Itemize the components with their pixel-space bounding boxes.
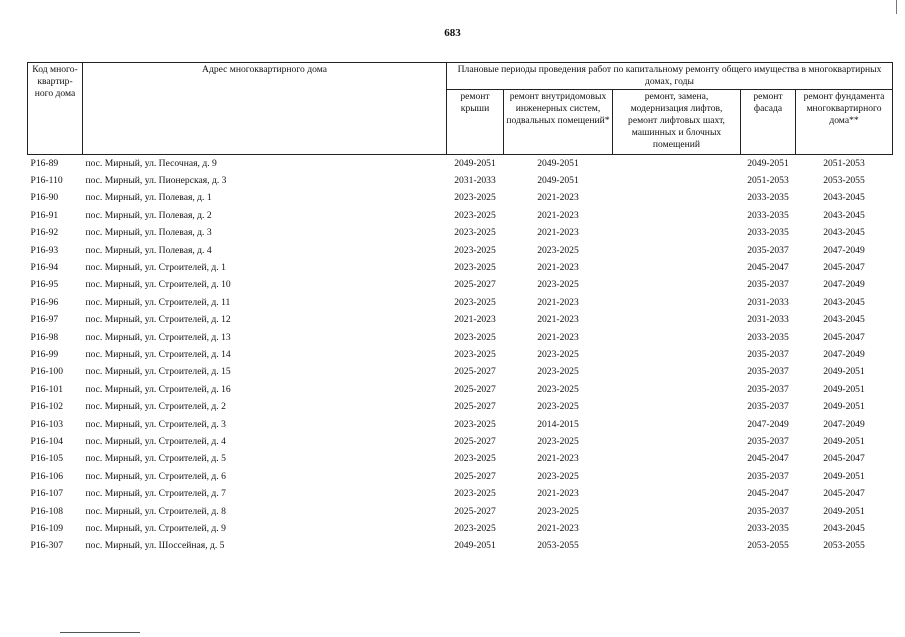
cell-engineering: 2021-2023 [537,209,579,221]
table-row [28,172,893,189]
table-row [28,520,893,537]
cell-roof: 2023-2025 [454,296,496,308]
cell-facade: 2045-2047 [747,488,789,500]
header-facade: ремонт фасада [741,90,796,155]
cell-roof: 2023-2025 [454,522,496,534]
cell-roof: 2023-2025 [454,453,496,465]
cell-address: пос. Мирный, ул. Полевая, д. 4 [85,244,212,256]
cell-roof: 2023-2025 [454,331,496,343]
cell-elevators [613,207,741,224]
cell-foundation: 2051-2053 [823,157,865,169]
cell-facade: 2033-2035 [747,227,789,239]
cell-address: пос. Мирный, ул. Строителей, д. 10 [85,279,231,291]
cell-code: Р16-90 [30,192,59,204]
cell-address: пос. Мирный, ул. Строителей, д. 2 [85,401,226,413]
cell-facade: 2035-2037 [747,435,789,447]
cell-roof: 2025-2027 [454,366,496,378]
cell-engineering: 2023-2025 [537,435,579,447]
cell-engineering: 2049-2051 [537,157,579,169]
table-row [28,155,893,173]
table-row [28,346,893,363]
cell-elevators [613,172,741,189]
cell-elevators [613,451,741,468]
cell-facade: 2047-2049 [747,418,789,430]
cell-engineering: 2023-2025 [537,383,579,395]
cell-foundation: 2047-2049 [823,348,865,360]
cell-engineering: 2023-2025 [537,244,579,256]
cell-facade: 2031-2033 [747,314,789,326]
cell-code: Р16-104 [30,435,64,447]
header-foundation: ремонт фундамента многоквартирного дома** [796,90,893,155]
header-address: Адрес многоквартирного дома [83,63,447,155]
scan-edge-mark [896,0,897,14]
table-row [28,329,893,346]
table-row [28,259,893,276]
cell-code: Р16-94 [30,262,59,274]
cell-engineering: 2021-2023 [537,522,579,534]
cell-engineering: 2023-2025 [537,401,579,413]
cell-facade: 2035-2037 [747,366,789,378]
cell-elevators [613,312,741,329]
cell-roof: 2025-2027 [454,401,496,413]
cell-facade: 2033-2035 [747,192,789,204]
cell-elevators [613,520,741,537]
table-body [28,155,893,555]
cell-address: пос. Мирный, ул. Строителей, д. 15 [85,366,231,378]
cell-elevators [613,433,741,450]
header-elevators: ремонт, замена, модернизация лифтов, ремонт лифтовых шахт, машинных и блочных помещений [613,90,741,155]
cell-code: Р16-96 [30,296,59,308]
cell-address: пос. Мирный, ул. Полевая, д. 2 [85,209,212,221]
cell-elevators [613,242,741,259]
cell-code: Р16-101 [30,383,64,395]
cell-code: Р16-108 [30,505,64,517]
cell-roof: 2049-2051 [454,157,496,169]
cell-elevators [613,364,741,381]
cell-foundation: 2045-2047 [823,331,865,343]
cell-code: Р16-105 [30,453,64,465]
cell-facade: 2035-2037 [747,505,789,517]
cell-address: пос. Мирный, ул. Строителей, д. 16 [85,383,231,395]
cell-engineering: 2023-2025 [537,279,579,291]
table-row [28,538,893,555]
cell-address: пос. Мирный, ул. Строителей, д. 9 [85,522,226,534]
header-roof: ремонт крыши [447,90,504,155]
cell-engineering: 2023-2025 [537,366,579,378]
table-row [28,381,893,398]
cell-elevators [613,538,741,555]
cell-roof: 2025-2027 [454,435,496,447]
cell-foundation: 2049-2051 [823,366,865,378]
cell-foundation: 2043-2045 [823,192,865,204]
cell-roof: 2023-2025 [454,488,496,500]
cell-foundation: 2043-2045 [823,314,865,326]
table-row [28,190,893,207]
cell-address: пос. Мирный, ул. Строителей, д. 3 [85,418,226,430]
cell-address: пос. Мирный, ул. Строителей, д. 14 [85,348,231,360]
cell-engineering: 2021-2023 [537,331,579,343]
cell-facade: 2035-2037 [747,470,789,482]
cell-address: пос. Мирный, ул. Песочная, д. 9 [85,157,217,169]
cell-address: пос. Мирный, ул. Полевая, д. 1 [85,192,212,204]
cell-engineering: 2053-2055 [537,540,579,552]
table-row [28,503,893,520]
table-row [28,225,893,242]
cell-roof: 2023-2025 [454,227,496,239]
cell-engineering: 2014-2015 [537,418,579,430]
cell-facade: 2035-2037 [747,383,789,395]
cell-roof: 2049-2051 [454,540,496,552]
cell-foundation: 2049-2051 [823,383,865,395]
header-code: Код много-квартир-ного дома [28,63,83,155]
cell-elevators [613,468,741,485]
cell-roof: 2023-2025 [454,418,496,430]
scan-artifact-line [60,632,140,633]
cell-code: Р16-97 [30,314,59,326]
cell-address: пос. Мирный, ул. Строителей, д. 12 [85,314,231,326]
table-row [28,364,893,381]
cell-facade: 2033-2035 [747,331,789,343]
cell-foundation: 2047-2049 [823,244,865,256]
cell-roof: 2023-2025 [454,262,496,274]
cell-elevators [613,294,741,311]
cell-address: пос. Мирный, ул. Пионерская, д. 3 [85,175,227,187]
cell-foundation: 2043-2045 [823,522,865,534]
cell-foundation: 2049-2051 [823,470,865,482]
cell-foundation: 2049-2051 [823,401,865,413]
cell-engineering: 2023-2025 [537,348,579,360]
cell-code: Р16-99 [30,348,59,360]
cell-facade: 2035-2037 [747,348,789,360]
cell-engineering: 2021-2023 [537,488,579,500]
cell-address: пос. Мирный, ул. Строителей, д. 5 [85,453,226,465]
cell-code: Р16-93 [30,244,59,256]
table-row [28,242,893,259]
cell-code: Р16-89 [30,157,59,169]
header-periods: Плановые периоды проведения работ по капитальному ремонту общего имущества в многоквартирных домах, годы [447,63,893,90]
cell-roof: 2025-2027 [454,383,496,395]
cell-facade: 2035-2037 [747,279,789,291]
cell-address: пос. Мирный, ул. Строителей, д. 8 [85,505,226,517]
cell-code: Р16-103 [30,418,64,430]
cell-address: пос. Мирный, ул. Строителей, д. 13 [85,331,231,343]
cell-foundation: 2053-2055 [823,540,865,552]
cell-engineering: 2023-2025 [537,505,579,517]
cell-code: Р16-91 [30,209,59,221]
cell-facade: 2045-2047 [747,453,789,465]
cell-address: пос. Мирный, ул. Строителей, д. 7 [85,488,226,500]
cell-code: Р16-98 [30,331,59,343]
cell-roof: 2025-2027 [454,470,496,482]
cell-facade: 2031-2033 [747,296,789,308]
cell-elevators [613,416,741,433]
cell-code: Р16-110 [30,175,63,187]
cell-engineering: 2049-2051 [537,175,579,187]
cell-address: пос. Мирный, ул. Строителей, д. 4 [85,435,226,447]
cell-engineering: 2021-2023 [537,192,579,204]
cell-facade: 2035-2037 [747,401,789,413]
cell-roof: 2023-2025 [454,348,496,360]
cell-code: Р16-307 [30,540,64,552]
cell-code: Р16-95 [30,279,59,291]
cell-facade: 2033-2035 [747,209,789,221]
cell-foundation: 2053-2055 [823,175,865,187]
cell-foundation: 2045-2047 [823,488,865,500]
cell-engineering: 2021-2023 [537,296,579,308]
cell-facade: 2049-2051 [747,157,789,169]
cell-engineering: 2021-2023 [537,227,579,239]
cell-address: пос. Мирный, ул. Шоссейная, д. 5 [85,540,225,552]
cell-facade: 2045-2047 [747,262,789,274]
cell-facade: 2053-2055 [747,540,789,552]
cell-roof: 2025-2027 [454,505,496,517]
page-number: 683 [444,27,461,39]
cell-foundation: 2049-2051 [823,435,865,447]
cell-foundation: 2045-2047 [823,453,865,465]
cell-foundation: 2047-2049 [823,279,865,291]
cell-code: Р16-102 [30,401,64,413]
cell-elevators [613,346,741,363]
table-row [28,207,893,224]
cell-roof: 2031-2033 [454,175,496,187]
cell-address: пос. Мирный, ул. Строителей, д. 1 [85,262,226,274]
cell-foundation: 2043-2045 [823,209,865,221]
cell-code: Р16-100 [30,366,64,378]
cell-foundation: 2049-2051 [823,505,865,517]
cell-address: пос. Мирный, ул. Строителей, д. 6 [85,470,226,482]
header-engineering: ремонт внутридомовых инженерных систем, подвальных помещений* [504,90,613,155]
cell-foundation: 2045-2047 [823,262,865,274]
cell-facade: 2035-2037 [747,244,789,256]
cell-roof: 2023-2025 [454,209,496,221]
cell-foundation: 2043-2045 [823,296,865,308]
cell-code: Р16-107 [30,488,64,500]
cell-foundation: 2047-2049 [823,418,865,430]
cell-engineering: 2021-2023 [537,262,579,274]
cell-elevators [613,225,741,242]
cell-facade: 2051-2053 [747,175,789,187]
cell-address: пос. Мирный, ул. Строителей, д. 11 [85,296,231,308]
capital-repair-schedule-table [27,62,893,555]
cell-engineering: 2021-2023 [537,453,579,465]
cell-elevators [613,329,741,346]
cell-code: Р16-92 [30,227,59,239]
cell-elevators [613,485,741,502]
cell-elevators [613,381,741,398]
table-row [28,451,893,468]
header-row-top [28,63,893,90]
cell-facade: 2033-2035 [747,522,789,534]
cell-code: Р16-106 [30,470,64,482]
table-row [28,277,893,294]
table-row [28,468,893,485]
cell-elevators [613,155,741,173]
table-row [28,433,893,450]
table-row [28,294,893,311]
table-row [28,416,893,433]
cell-elevators [613,259,741,276]
cell-elevators [613,190,741,207]
cell-elevators [613,277,741,294]
cell-elevators [613,503,741,520]
cell-code: Р16-109 [30,522,64,534]
cell-engineering: 2023-2025 [537,470,579,482]
cell-address: пос. Мирный, ул. Полевая, д. 3 [85,227,212,239]
cell-foundation: 2043-2045 [823,227,865,239]
table-row [28,312,893,329]
cell-roof: 2021-2023 [454,314,496,326]
table-row [28,398,893,415]
cell-roof: 2025-2027 [454,279,496,291]
cell-roof: 2023-2025 [454,244,496,256]
table-row [28,485,893,502]
cell-roof: 2023-2025 [454,192,496,204]
cell-elevators [613,398,741,415]
cell-engineering: 2021-2023 [537,314,579,326]
